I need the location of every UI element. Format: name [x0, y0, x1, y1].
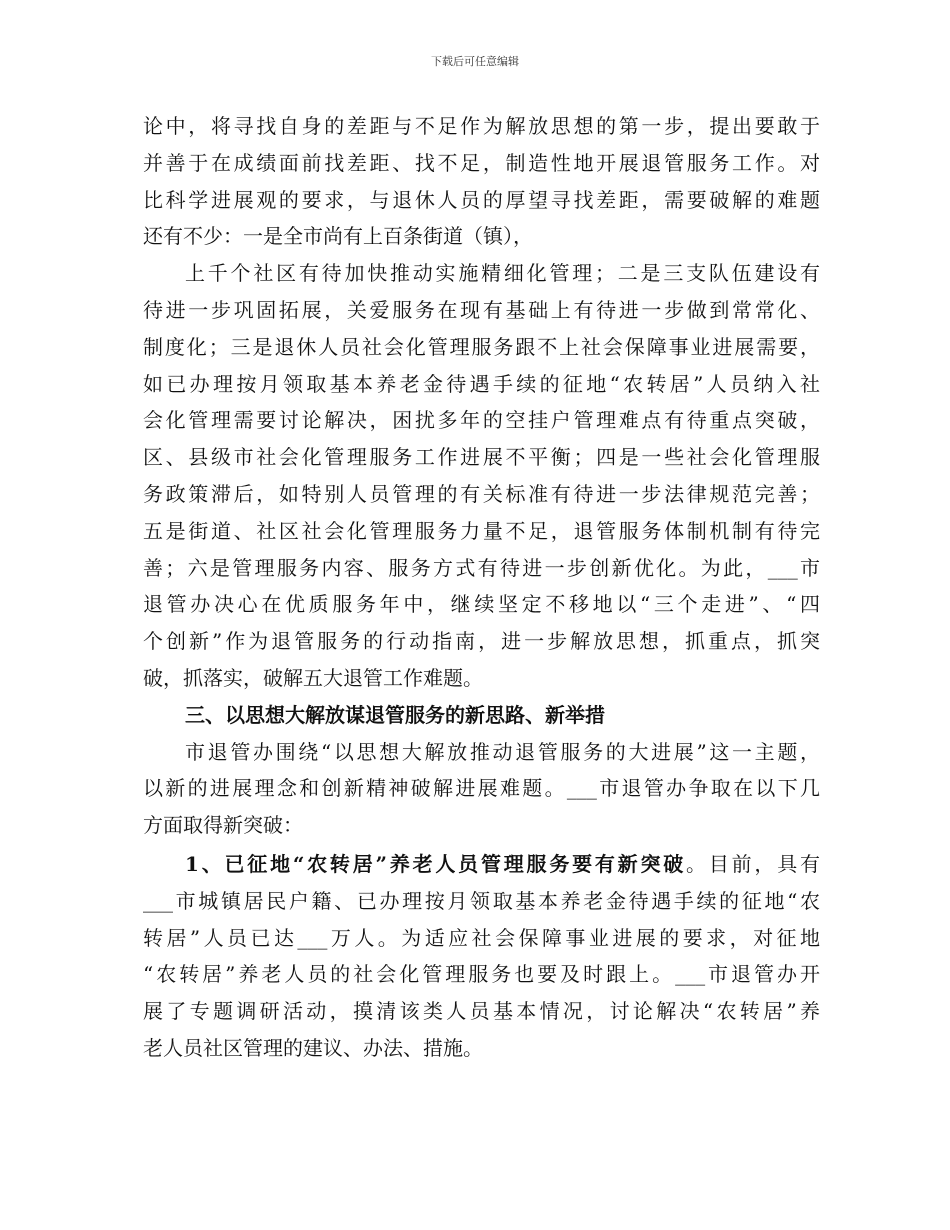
text-line: 并善于在成绩面前找差距、找不足，制造性地开展退管服务工作。对: [143, 150, 820, 175]
text-line: 方面取得新突破：: [143, 813, 303, 838]
text-line: 制度化；三是退休人员社会化管理服务跟不上社会保障事业进展需要，: [143, 334, 820, 359]
bold-lead: 1、已征地“农转居”养老人员管理服务要有新突破: [185, 851, 687, 876]
text-line: 比科学进展观的要求，与退休人员的厚望寻找差距，需要破解的难题: [143, 187, 820, 212]
text-line: 论中，将寻找自身的差距与不足作为解放思想的第一步，提出要敢于: [143, 114, 820, 138]
text-line: 善；六是管理服务内容、服务方式有待进一步创新优化。为此，___市: [143, 555, 820, 580]
text-line: 转居”人员已达___万人。为适应社会保障事业进展的要求，对征地: [143, 925, 820, 950]
text-line: ___市城镇居民户籍、已办理按月领取基本养老金待遇手续的征地“农: [143, 888, 820, 913]
text-line: 以新的进展理念和创新精神破解进展难题。___市退管办争取在以下几: [143, 776, 820, 801]
text-line: 展了专题调研活动，摸清该类人员基本情况，讨论解决“农转居”养: [143, 999, 820, 1024]
section-heading: 三、以思想大解放谋退管服务的新思路、新举措: [185, 702, 605, 727]
lead-rest: 。目前，具有: [686, 851, 820, 876]
text-line: 个创新”作为退管服务的行动指南，进一步解放思想，抓重点，抓突: [143, 629, 820, 654]
text-line: 五是街道、社区社会化管理服务力量不足，退管服务体制机制有待完: [143, 518, 820, 543]
text-line: 区、县级市社会化管理服务工作进展不平衡；四是一些社会化管理服: [143, 445, 820, 470]
paragraph-1: [143, 108, 820, 255]
page-header-note: 下载后可任意编辑: [431, 55, 519, 68]
text-line: 老人员社区管理的建议、办法、措施。: [143, 1035, 483, 1060]
text-line: [143, 846, 820, 883]
paragraph-2: [143, 255, 820, 697]
text-line: 还有不少：一是全市尚有上百条街道（镇），: [143, 224, 533, 249]
text-line: 破，抓落实，破解五大退管工作难题。: [143, 665, 483, 690]
text-line: 会化管理需要讨论解决，困扰多年的空挂户管理难点有待重点突破，: [143, 408, 820, 433]
text-line: 待进一步巩固拓展，关爱服务在现有基础上有待进一步做到常常化、: [143, 297, 820, 322]
text-line: “农转居”养老人员的社会化管理服务也要及时跟上。___市退管办开: [143, 962, 820, 987]
text-line: 市退管办围绕“以思想大解放推动退管服务的大进展”这一主题，: [185, 739, 820, 764]
paragraph-3: [143, 734, 820, 844]
document-body: [143, 108, 820, 1067]
text-line: 如已办理按月领取基本养老金待遇手续的征地“农转居”人员纳入社: [143, 371, 820, 396]
paragraph-4: [143, 846, 820, 1067]
text-line: 退管办决心在优质服务年中，继续坚定不移地以“三个走进”、“四: [143, 592, 820, 617]
text-line: 上千个社区有待加快推动实施精细化管理；二是三支队伍建设有: [185, 261, 820, 286]
text-line: 务政策滞后，如特别人员管理的有关标准有待进一步法律规范完善；: [143, 481, 820, 506]
